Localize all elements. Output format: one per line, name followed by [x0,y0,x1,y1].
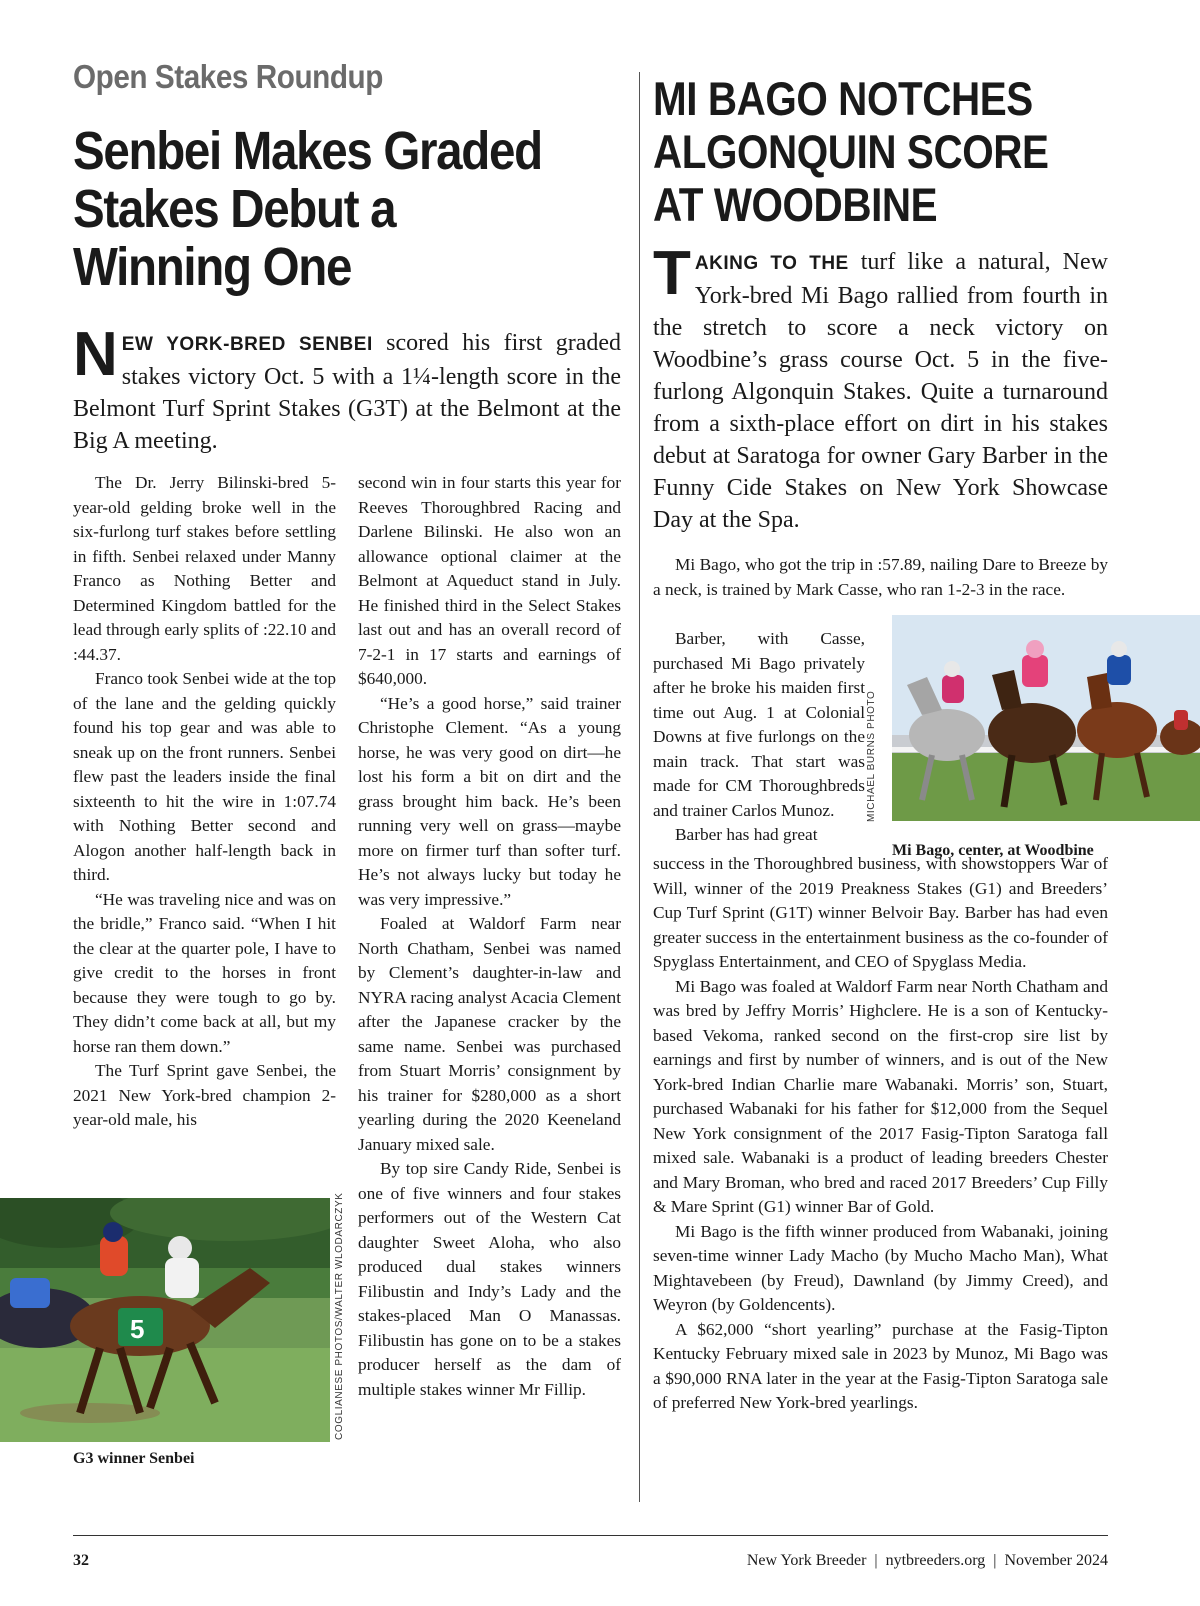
body-paragraph: Mi Bago was foaled at Waldorf Farm near North Chatham and was bred by Jeffry Morris’ Highclere. He is a son of Kentucky-based Vekoma, ranked second on the first-crop sire list by earnings and first by number of winners, and is out of the New York-bred Indian Charlie mare Wabanaki. Morris’ son, Stuart, purchased Wabanaki for his father for $12,000 from the Sequel New York consignment of the 2017 Fasig-Tipton Saratoga fall mixed sale. Wabanaki is a product of leading breeders Chester and Mary Broman, who bred and raced 2017 Breeders’ Cup Filly & Mare Sprint (G1) winner Bar of Gold. [653,976,1108,1216]
senbei-race-photo [0,1198,330,1442]
left-headline: Senbei Makes Graded Stakes Debut a Winning One [73,121,542,297]
body-paragraph: A $62,000 “short yearling” purchase at the Fasig-Tipton Kentucky February mixed sale in 2023 by Munoz, Mi Bago was a $90,000 RNA later in the year at the Fasig-Tipton Saratoga sale of preferred New York-bred yearlings. [653,1319,1108,1412]
right-headline-line: MI BAGO NOTCHES [653,72,1033,125]
body-paragraph: Mi Bago is the fifth winner produced from Wabanaki, joining seven-time winner Lady Macho (by Mucho Macho Man), What Mightavebeen (by Freud), Dawnland (by Jimmy Creed), and Weyron (by Goldencents). [653,1221,1108,1314]
body-paragraph: “He’s a good horse,” said trainer Christophe Clement. “As a young horse, he was very good on dirt—he lost his form a bit on dirt and the grass brought him back. He’s been running very well on grass—maybe more on firmer turf than softer turf. He’s not always lucky but today he was very impressive.” [358,693,621,909]
right-body-intro [653,553,1108,602]
senbei-photo-illustration [0,1198,330,1442]
website-link[interactable]: nytbreeders.org [885,1552,986,1569]
left-dropcap: N [73,320,118,389]
issue-date: November 2024 [1004,1552,1108,1569]
right-headline [653,72,1083,231]
body-paragraph: second win in four starts this year for Reeves Thoroughbred Racing and Darlene Bilinski. He also won an allowance optional claimer at the Belmont at Aqueduct stand in July. He finished third in the Select Stakes last out and has an overall record of 7-2-1 in 17 starts and earnings of $640,000. [358,473,621,688]
left-body-column-1 [73,471,336,1133]
mi-bago-race-photo [892,615,1200,821]
body-paragraph: Mi Bago, who got the trip in :57.89, nailing Dare to Breeze by a neck, is trained by Mark Casse, who ran 1-2-3 in the race. [653,555,1108,599]
right-body-wrap [653,627,865,848]
right-lede-caps: AKING TO THE [694,253,849,274]
footer-separator: | [993,1552,997,1569]
body-paragraph: Foaled at Waldorf Farm near North Chatham, Senbei was named by Clement’s daughter-in-law and NYRA racing analyst Acacia Clement after the Japanese cracker by the same name. Senbei was purchased from Stuart Morris’ consignment by his trainer for $280,000 as a short yearling during the 2020 Keeneland January mixed sale. [358,914,621,1154]
right-body-main [653,852,1108,1416]
body-paragraph: Barber has had great [675,825,818,844]
body-paragraph: The Turf Sprint gave Senbei, the 2021 New York-bred champion 2-year-old male, his [73,1061,336,1129]
senbei-photo-credit: COGLIANESE PHOTOS/WALTER WLODARCZYK [334,1192,345,1440]
column-divider [639,72,640,1502]
body-paragraph: The Dr. Jerry Bilinski-bred 5-year-old gelding broke well in the six-furlong turf stakes before settling in fifth. Senbei relaxed under Manny Franco as Nothing Better and Determined Kingdom battled for the lead through early splits of :22.10 and :44.37. [73,473,336,664]
right-headline-line: AT WOODBINE [653,178,938,231]
left-lede-text: scored his first graded stakes victory Oct. 5 with a 1¼-length score in the Belmont Turf Sprint Stakes (G3T) at the Belmont at the Big A meeting. [73,330,621,454]
mi-bago-photo-illustration [892,615,1200,821]
right-lede [653,239,1108,536]
body-paragraph: Franco took Senbei wide at the top of the lane and the gelding quickly found his top gear and was able to sneak up on the front runners. Senbei flew past the leaders inside the final sixteenth to hit the wire in 1:07.74 with Nothing Better second and Alogon another half-length back in third. [73,669,336,884]
mi-bago-photo-credit: MICHAEL BURNS PHOTO [866,690,877,822]
publication-name: New York Breeder [746,1552,867,1569]
body-paragraph: Barber, with Casse, purchased Mi Bago privately after he broke his maiden first time out Aug. 1 at Colonial Downs at five furlongs on the main track. That start was made for CM Thoroughbreds and trainer Carlos Munoz. [653,629,865,820]
section-kicker: Open Stakes Roundup [73,58,383,95]
right-lede-text: turf like a natural, New York-bred Mi Bago rallied from fourth in the stretch to score a neck victory on Woodbine’s grass course Oct. 5 in the five-furlong Algonquin Stakes. Quite a turnaround from a sixth-place effort on dirt in his stakes debut at Saratoga for owner Gary Barber in the Funny Cide Stakes on New York Showcase Day at the Spa. [653,249,1108,533]
mi-bago-photo-caption: Mi Bago, center, at Woodbine [892,842,1094,859]
left-body-column-2 [358,471,621,1402]
footer-separator: | [874,1552,878,1569]
left-lede [73,320,621,457]
page-number: 32 [73,1552,89,1569]
footer-publication-info [747,1552,1108,1570]
senbei-photo-caption: G3 winner Senbei [73,1450,195,1467]
right-headline-line: ALGONQUIN SCORE [653,125,1049,178]
body-paragraph: “He was traveling nice and was on the bridle,” Franco said. “When I hit the clear at the quarter pole, I have to give credit to the horses in front because they were tough to go by. They didn’t come back at all, but my horse ran them down.” [73,889,336,1056]
body-paragraph: success in the Thoroughbred business, with showstoppers War of Will, winner of the 2019 Preakness Stakes (G1) and Breeders’ Cup Turf Sprint (G1T) winner Belvoir Bay. Barber has had even greater success in the entertainment business as the co-founder of Spyglass Entertainment, and CEO of Spyglass Media. [653,854,1108,971]
left-lede-caps: EW YORK-BRED SENBEI [121,334,373,355]
svg-text:5: 5 [130,1314,145,1344]
body-paragraph: By top sire Candy Ride, Senbei is one of five winners and four stakes performers out of the Western Cat daughter Sweet Aloha, who also produced dual stakes winners Filibustin and Indy’s Lady and the stakes-placed Man O Manassas. Filibustin has gone on to be a stakes producer herself as the dam of multiple stakes winner Mr Fillip. [358,1159,621,1399]
right-dropcap: T [653,239,691,308]
footer-rule [73,1535,1108,1536]
